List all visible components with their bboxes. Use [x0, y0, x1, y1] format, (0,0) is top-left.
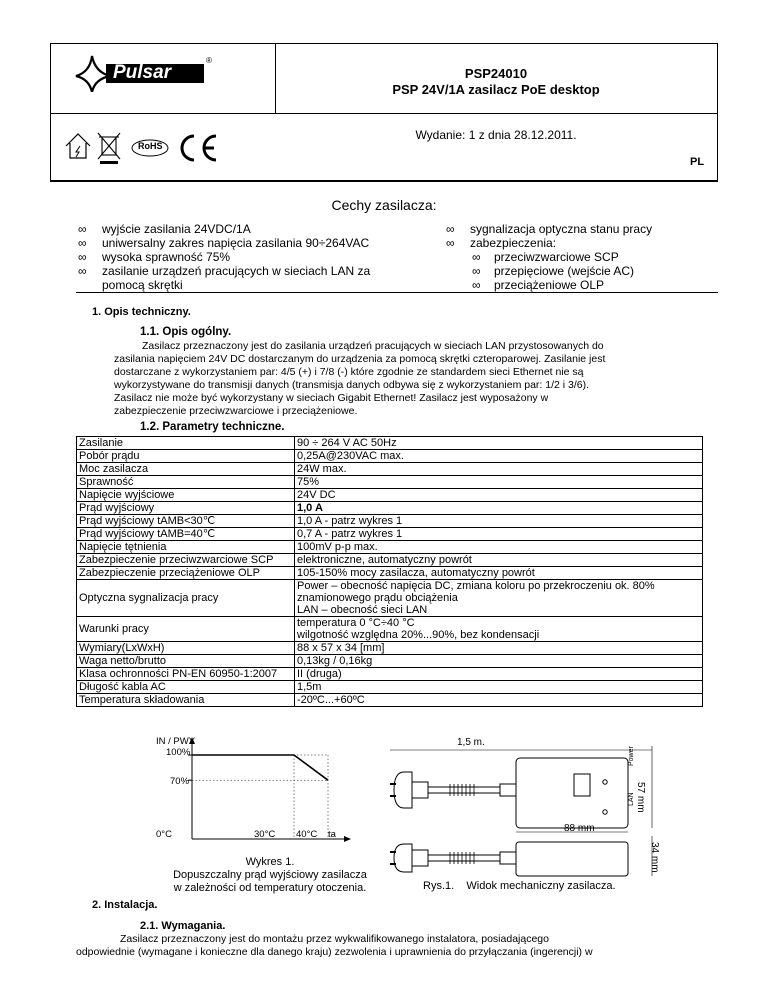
features-left — [78, 222, 418, 292]
chart-caption: Wykres 1. Dopuszczalny prąd wyjściowy zasilacza w zależności od temperatury otoczenia. — [173, 856, 367, 894]
x-axis-arrow — [344, 836, 351, 842]
table-row: Zabezpieczenie przeciążeniowe OLP 105-150% mocy zasilacza, automatyczny powrót — [77, 567, 703, 580]
section-1-1-title: 1.1. Opis ogólny. — [140, 326, 232, 338]
brand-name: Pulsar — [113, 62, 172, 83]
table-row: Temperatura składowania -20ºC...+60ºC — [77, 694, 703, 707]
table-row: Warunki pracy temperatura 0 °C÷40 °C wilgotność względna 20%...90%, bez kondensacji — [77, 617, 703, 642]
language-code: PL — [690, 156, 705, 168]
feature-subitem: ∞ przepięciowe (wejście AC) — [472, 264, 635, 278]
table-row: Wymiary(LxWxH) 88 x 57 x 34 [mm] — [77, 642, 703, 655]
pulsar-logo — [68, 52, 218, 92]
chart-ylabel: IN / PWY — [156, 736, 196, 747]
table-row: Zasilanie 90 ÷ 264 V AC 50Hz — [77, 437, 703, 450]
requirements-text: Zasilacz przeznaczony jest do montażu przez wykwalifikowanego instalatora, posiadającego odpowiednie (wymagane i konieczne dla danego kraju) zezwolenia i uprawnienia do przyłączania (ingerencji) w — [76, 933, 593, 958]
header-divider — [50, 181, 718, 182]
feature-item: ∞ wyjście zasilania 24VDC/1A — [78, 222, 251, 236]
table-row: Prąd wyjściowy tAMB=40℃ 0,7 A - patrz wykres 1 — [77, 528, 703, 541]
parameters-table — [76, 436, 703, 707]
table-row: Optyczna sygnalizacja pracy Power – obecność napięcia DC, zmiana koloru po przekroczeniu ok. 80% znamionowego prądu obciążenia LAN – obecność sieci LAN — [77, 580, 703, 617]
chart-tick-x0: 0°C — [156, 829, 172, 840]
section-2-title: 2. Instalacja. — [92, 899, 158, 911]
feature-item: ∞ sygnalizacja optyczna stanu pracy — [446, 222, 653, 236]
height-dimension-label: 34 mm — [649, 842, 660, 873]
feature-subitem: ∞ przeciwzwarciowe SCP — [472, 250, 619, 264]
table-row: Moc zasilacza 24W max. — [77, 463, 703, 476]
table-row: Pobór prądu 0,25A@230VAC max. — [77, 450, 703, 463]
features-title: Cechy zasilacza: — [331, 197, 437, 213]
edition-text: Wydanie: 1 z dnia 28.12.2011. — [415, 128, 577, 142]
feature-item: ∞ uniwersalny zakres napięcia zasilania 90÷264VAC — [78, 236, 370, 250]
chart-tick-y100: 100% — [166, 747, 191, 758]
table-row: Sprawność 75% — [77, 476, 703, 489]
table-row: Zabezpieczenie przeciwzwarciowe SCP elektroniczne, automatyczny powrót — [77, 554, 703, 567]
chart-xlabel: ta — [328, 829, 336, 840]
features-right — [446, 222, 716, 292]
section-1-title: 1. Opis techniczny. — [92, 306, 191, 318]
derating-series-line — [192, 755, 328, 780]
lan-led-label: LAN — [628, 792, 635, 806]
feature-item: ∞ zasilanie urządzeń pracujących w sieciach LAN za — [78, 264, 371, 278]
product-model: PSP24010 — [464, 66, 528, 81]
section-1-2-title: 1.2. Parametry techniczne. — [140, 421, 285, 433]
feature-item: ∞ wysoka sprawność 75% — [78, 250, 231, 264]
features-divider — [76, 292, 718, 293]
table-row: Klasa ochronności PN-EN 60950-1:2007 II (druga) — [77, 668, 703, 681]
power-led-label: Power — [628, 746, 635, 766]
table-row: Napięcie tętnienia 100mV p-p max. — [77, 541, 703, 554]
feature-item: ∞ zabezpieczenia: — [446, 236, 557, 250]
feature-subitem: ∞ przeciążeniowe OLP — [472, 278, 605, 292]
table-row: Napięcie wyjściowe 24V DC — [77, 489, 703, 502]
table-row: Prąd wyjściowy 1,0 A — [77, 502, 703, 515]
chart-tick-y70: 70% — [170, 776, 190, 787]
depth-dimension-label: 57 mm — [635, 782, 646, 813]
chart-tick-x30: 30°C — [254, 829, 276, 840]
table-row: Waga netto/brutto 0,13kg / 0,16kg — [77, 655, 703, 668]
certification-icons — [62, 124, 222, 168]
chart-tick-x40: 40°C — [296, 829, 318, 840]
cable-length-label: 1,5 m. — [457, 737, 485, 748]
rohs-label: RoHS — [138, 141, 163, 151]
registered-mark: ® — [206, 56, 212, 65]
table-row: Długość kabla AC 1,5m — [77, 681, 703, 694]
feature-item-continuation: pomocą skrętki — [102, 278, 183, 292]
product-title: PSP 24V/1A zasilacz PoE desktop — [392, 82, 600, 97]
drawing-caption: Rys.1. Widok mechaniczny zasilacza. — [423, 880, 616, 892]
general-description: Zasilacz przeznaczony jest do zasilania urządzeń pracujących w sieciach LAN przystosowanych do zasilania napięciem 24V DC dostarczanym do urządzenia za pomocą skrętki czteroparowej. Zasilanie jest dostarczane z wykorzystaniem par: 4/5 (+) i 7/8 (-) które zgodnie ze standardem sieci Ethernet nie są wykorzystywane do transmisji danych (transmisja danych odbywa się z wykorzystaniem par: 1/2 i 3/6). Zasilacz nie może być wykorzystany w sieciach Gigabit Ethernet! Zasilacz jest wyposażony w zabezpieczenie przeciwzwarciowe i przeciążeniowe. — [114, 340, 606, 417]
width-dimension-label: 88 mm — [564, 823, 595, 834]
section-2-1-title: 2.1. Wymagania. — [140, 920, 226, 932]
table-row: Prąd wyjściowy tAMB<30℃ 1,0 A - patrz wykres 1 — [77, 515, 703, 528]
